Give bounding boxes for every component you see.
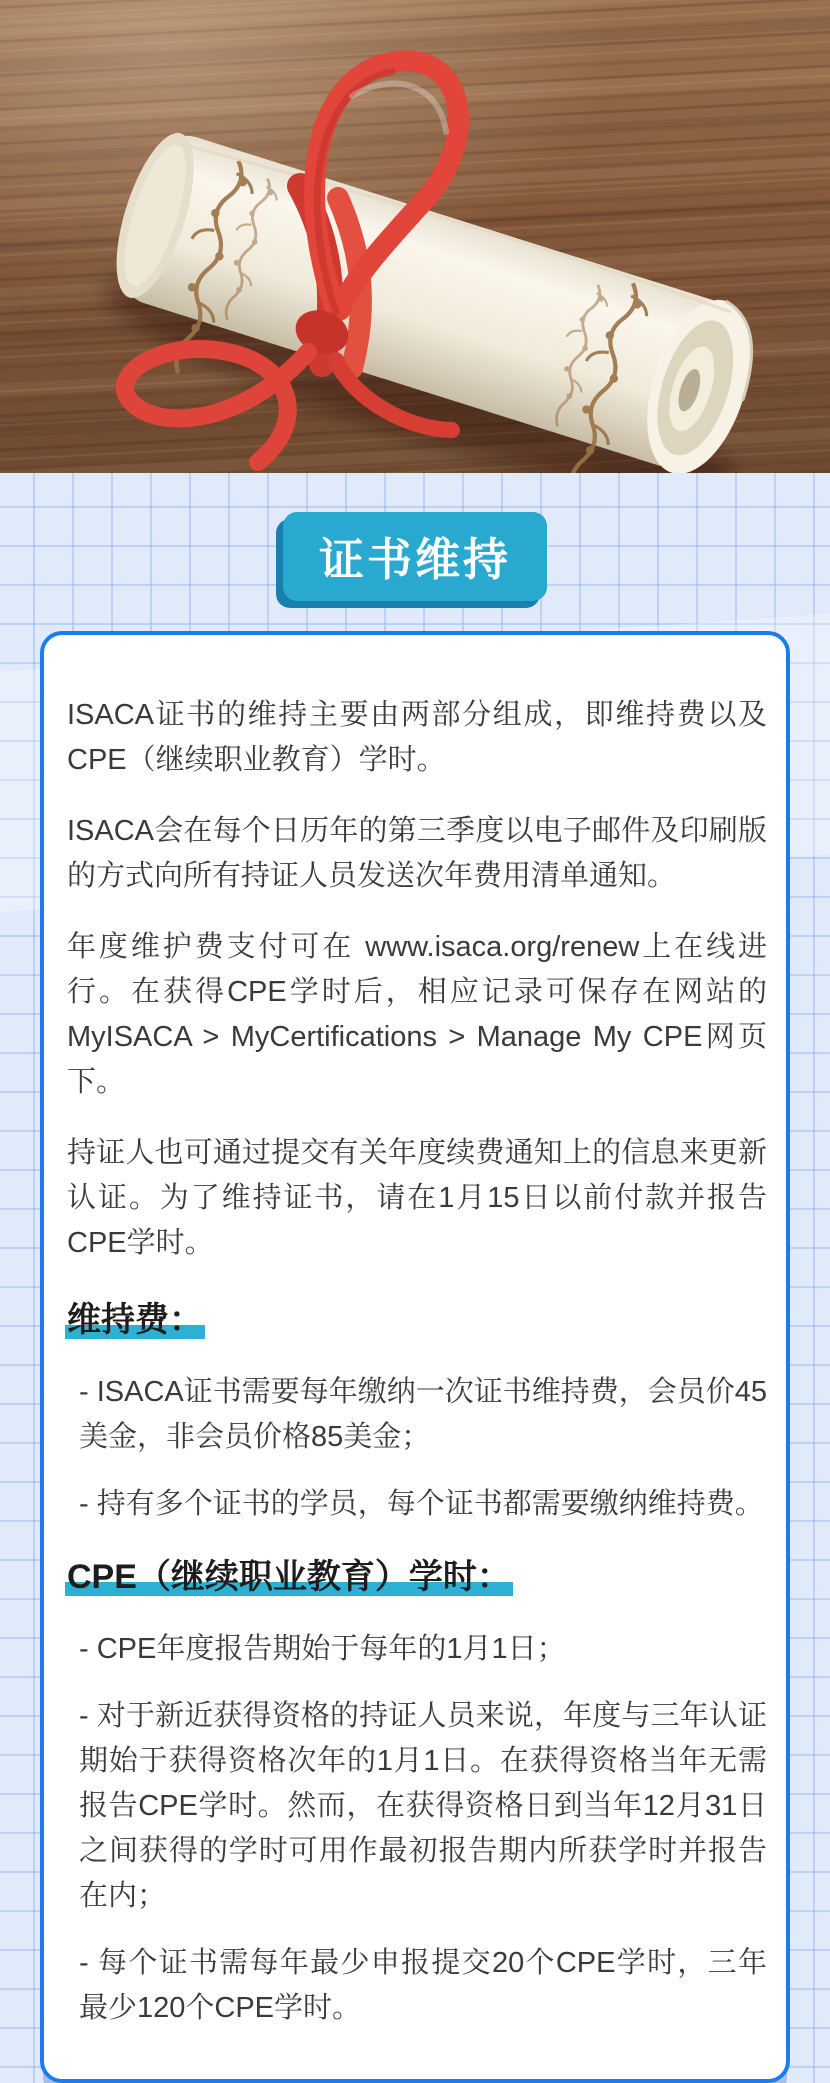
- content-card: [40, 631, 790, 2083]
- intro-paragraph-4: 持证人也可通过提交有关年度续费通知上的信息来更新认证。为了维持证书，请在1月15日以前付款并报告CPE学时。: [67, 1137, 767, 1259]
- section-maintenance-fee: [67, 1292, 767, 1527]
- intro-paragraph-2: ISACA会在每个日历年的第三季度以电子邮件及印刷版的方式向所有持证人员发送次年费用清单通知。: [67, 815, 767, 892]
- certificate-photo: [0, 0, 830, 473]
- info-section: [0, 473, 830, 2083]
- title-badge: 证书维持: [283, 512, 547, 601]
- bullet-item: - 每个证书需每年最少申报提交20个CPE学时，三年最少120个CPE学时。: [79, 1947, 767, 2024]
- section-heading-text: CPE（继续职业教育）学时：: [67, 1558, 511, 1596]
- section-heading-text: 维持费：: [67, 1301, 203, 1339]
- section-cpe-hours: [67, 1549, 767, 2031]
- certificate-scroll-illustration: [0, 0, 830, 473]
- bullet-item: - 持有多个证书的学员，每个证书都需要缴纳维持费。: [79, 1488, 764, 1520]
- intro-paragraph-3: 年度维护费支付可在 www.isaca.org/renew上在线进行。在获得CPE学时后，相应记录可保存在网站的MyISACA > MyCertifications > Manage My CPE网页下。: [67, 931, 767, 1098]
- bullet-item: - CPE年度报告期始于每年的1月1日；: [79, 1633, 566, 1665]
- intro-paragraph-1: ISACA证书的维持主要由两部分组成，即维持费以及CPE（继续职业教育）学时。: [67, 699, 767, 776]
- bullet-item: - 对于新近获得资格的持证人员来说，年度与三年认证期始于获得资格次年的1月1日。在获得资格当年无需报告CPE学时。然而，在获得资格日到当年12月31日之间获得的学时可用作最初报告期内所获学时并报告在内；: [79, 1700, 767, 1912]
- section-heading-maintenance-fee: [67, 1300, 203, 1340]
- bullet-item: - ISACA证书需要每年缴纳一次证书维持费，会员价45美金，非会员价格85美金；: [79, 1376, 768, 1453]
- badge-row: [0, 512, 830, 601]
- section-heading-cpe-hours: [67, 1557, 511, 1597]
